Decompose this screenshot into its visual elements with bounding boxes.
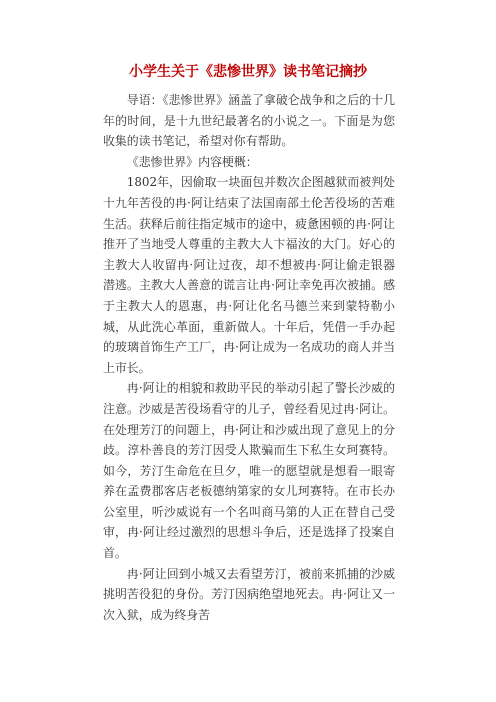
body-paragraph: 冉·阿让回到小城又去看望芳汀，被前来抓捕的沙威挑明苦役犯的身份。芳汀因病绝望地死去。冉·阿让又一次入狱，成为终身苦 bbox=[103, 566, 395, 622]
body-paragraph: 1802年，因偷取一块面包并数次企图越狱而被判处十九年苦役的冉·阿让结束了法国南部土伦苦役场的苦难生活。获释后前往指定城市的途中，疲惫困顿的冉·阿让推开了当地受人尊重的主教大人卞福汝的大门。好心的主教大人收留冉·阿让过夜，却不想被冉·阿让偷走银器潜逃。主教大人善意的谎言让冉·阿让幸免再次被捕。感于主教大人的恩惠，冉·阿让化名马德兰来到蒙特勒小城，从此洗心革面，重新做人。十年后，凭借一手办起的玻璃首饰生产工厂，冉·阿让成为一名成功的商人并当上市长。 bbox=[103, 175, 395, 375]
body-paragraph: 冉·阿让的相貌和救助平民的举动引起了警长沙威的注意。沙威是苦役场看守的儿子，曾经看见过冉·阿让。在处理芳汀的问题上，冉·阿让和沙威出现了意见上的分歧。淳朴善良的芳汀因受人欺骗而生下私生女珂赛特。如今，芳汀生命危在旦夕，唯一的愿望就是想看一眼寄养在孟费郡客店老板德纳第家的女儿珂赛特。在市长办公室里，听沙威说有一个名叫商马第的人正在替自己受审，冉·阿让经过激烈的思想斗争后，还是选择了投案自首。 bbox=[103, 381, 395, 561]
document-title: 小学生关于《悲惨世界》读书笔记摘抄 bbox=[129, 64, 367, 80]
summary-heading: 《悲惨世界》内容梗概： bbox=[126, 154, 258, 169]
intro-paragraph: 导语：《悲惨世界》涵盖了拿破仑战争和之后的十几年的时间，是十九世纪最著名的小说之一。下面是为您收集的读书笔记，希望对你有帮助。 bbox=[103, 93, 395, 149]
document-body bbox=[103, 90, 395, 625]
